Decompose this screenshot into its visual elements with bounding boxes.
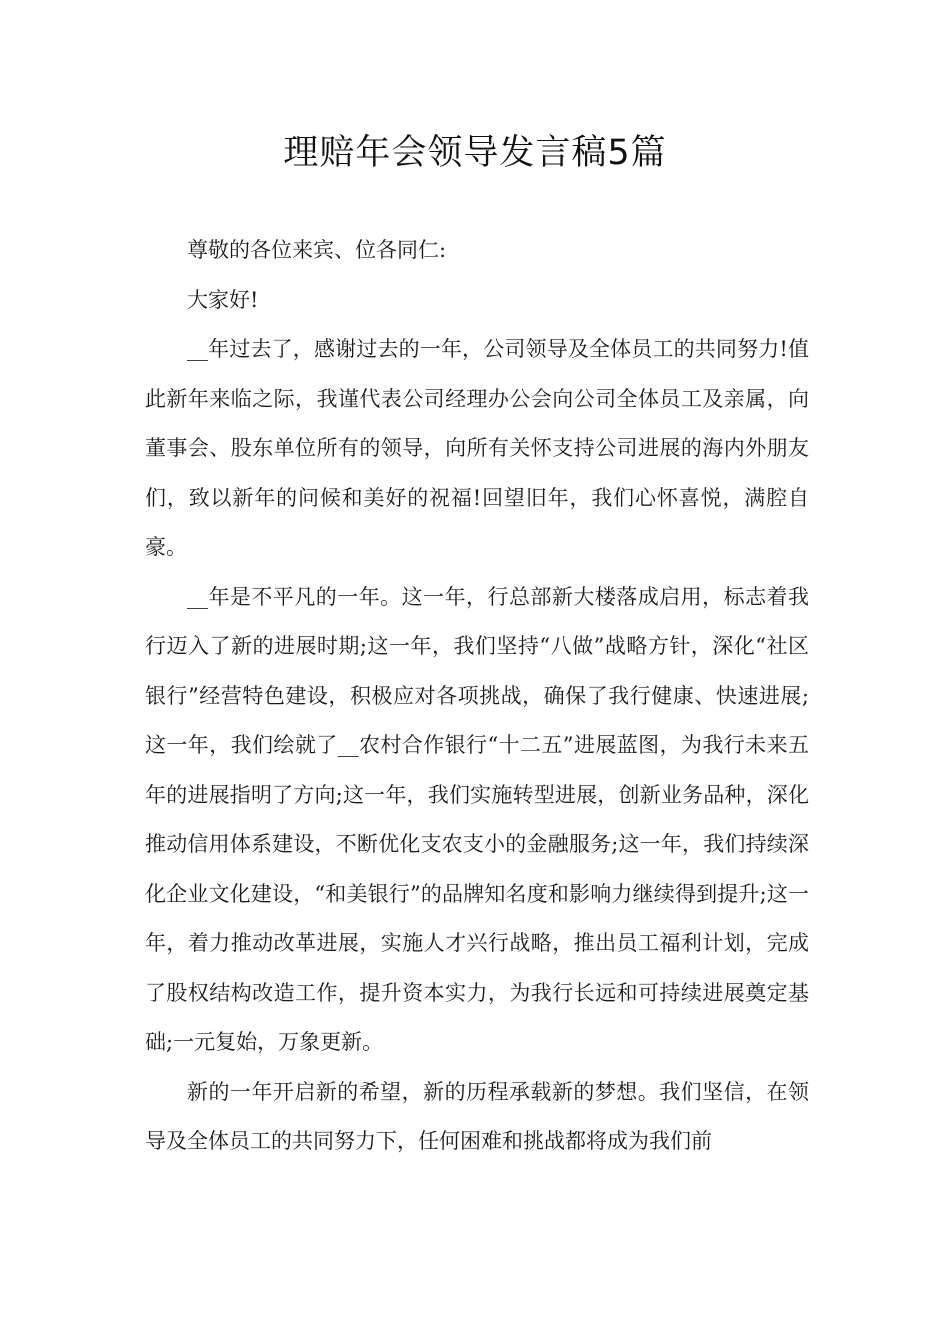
page-title: 理赔年会领导发言稿5篇 [283, 133, 667, 173]
salutation: 尊敬的各位来宾、位各同仁: [187, 238, 447, 262]
paragraph: 新的一年开启新的希望，新的历程承载新的梦想。我们坚信，在领导及全体员工的共同努力下，任何困难和挑战都将成为我们前 [145, 1079, 809, 1153]
paragraph: __年过去了，感谢过去的一年，公司领导及全体员工的共同努力!值此新年来临之际，我谨代表公司经理办公会向公司全体员工及亲属，向董事会、股东单位所有的领导，向所有关怀支持公司进展的海内外朋友们，致以新年的问候和美好的祝福!回望旧年，我们心怀喜悦，满腔自豪。 [145, 337, 809, 559]
document-body [145, 226, 809, 1167]
paragraph: __年是不平凡的一年。这一年，行总部新大楼落成启用，标志着我行迈入了新的进展时期;这一年，我们坚持“八做”战略方针，深化“社区银行”经营特色建设，积极应对各项挑战，确保了我行健康、快速进展;这一年，我们绘就了__农村合作银行“十二五”进展蓝图，为我行未来五年的进展指明了方向;这一年，我们实施转型进展，创新业务品种，深化推动信用体系建设，不断优化支农支小的金融服务;这一年，我们持续深化企业文化建设，“和美银行”的品牌知名度和影响力继续得到提升;这一年，着力推动改革进展，实施人才兴行战略，推出员工福利计划，完成了股权结构改造工作，提升资本实力，为我行长远和可持续进展奠定基础;一元复始，万象更新。 [145, 584, 809, 1054]
greeting: 大家好! [187, 287, 259, 312]
